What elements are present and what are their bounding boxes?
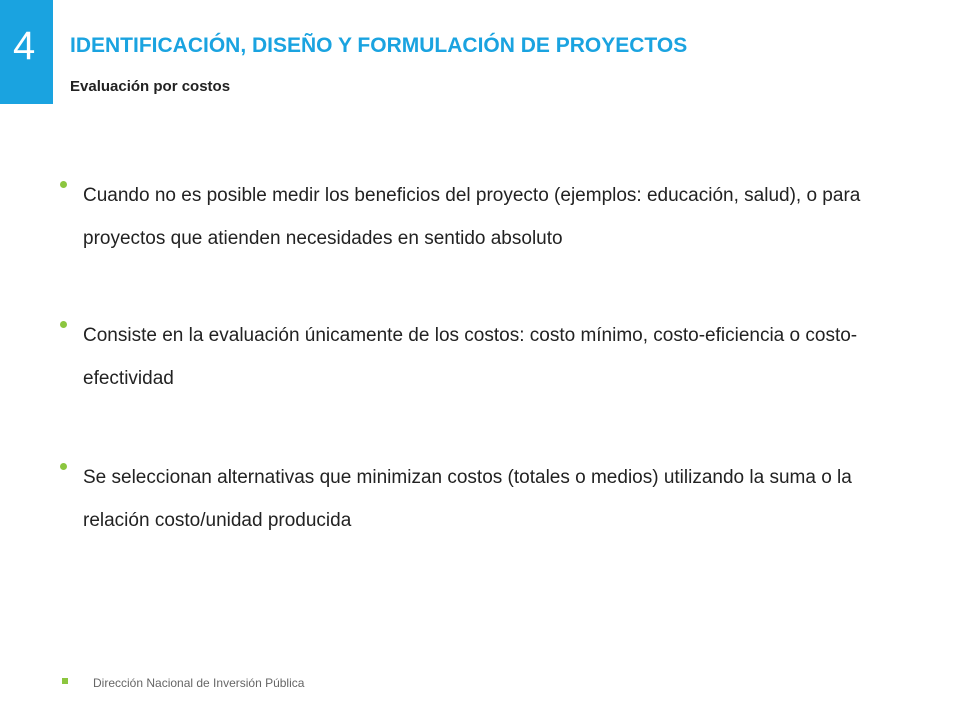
footer-organization: Dirección Nacional de Inversión Pública: [93, 676, 305, 690]
slide-title: IDENTIFICACIÓN, DISEÑO Y FORMULACIÓN DE PROYECTOS: [70, 34, 688, 57]
bullet-text: Consiste en la evaluación únicamente de los costos: costo mínimo, costo-eficiencia o costo-efectividad: [83, 325, 858, 389]
bullet-text: Se seleccionan alternativas que minimizan costos (totales o medios) utilizando la suma o la relación costo/unidad producida: [83, 467, 852, 531]
bullet-dot-icon: [60, 321, 67, 328]
bullet-item: [60, 314, 900, 400]
bullet-dot-icon: [60, 463, 67, 470]
bullet-item: [60, 174, 900, 260]
bullet-dot-icon: [60, 181, 67, 188]
bullet-text: Cuando no es posible medir los beneficios del proyecto (ejemplos: educación, salud), o para proyectos que atienden necesidades en sentido absoluto: [83, 185, 861, 249]
footer-square-icon: [62, 678, 68, 684]
section-number-tab: [0, 0, 53, 104]
section-number: 4: [13, 24, 36, 68]
slide-subtitle: Evaluación por costos: [70, 78, 231, 95]
bullet-item: [60, 456, 900, 542]
